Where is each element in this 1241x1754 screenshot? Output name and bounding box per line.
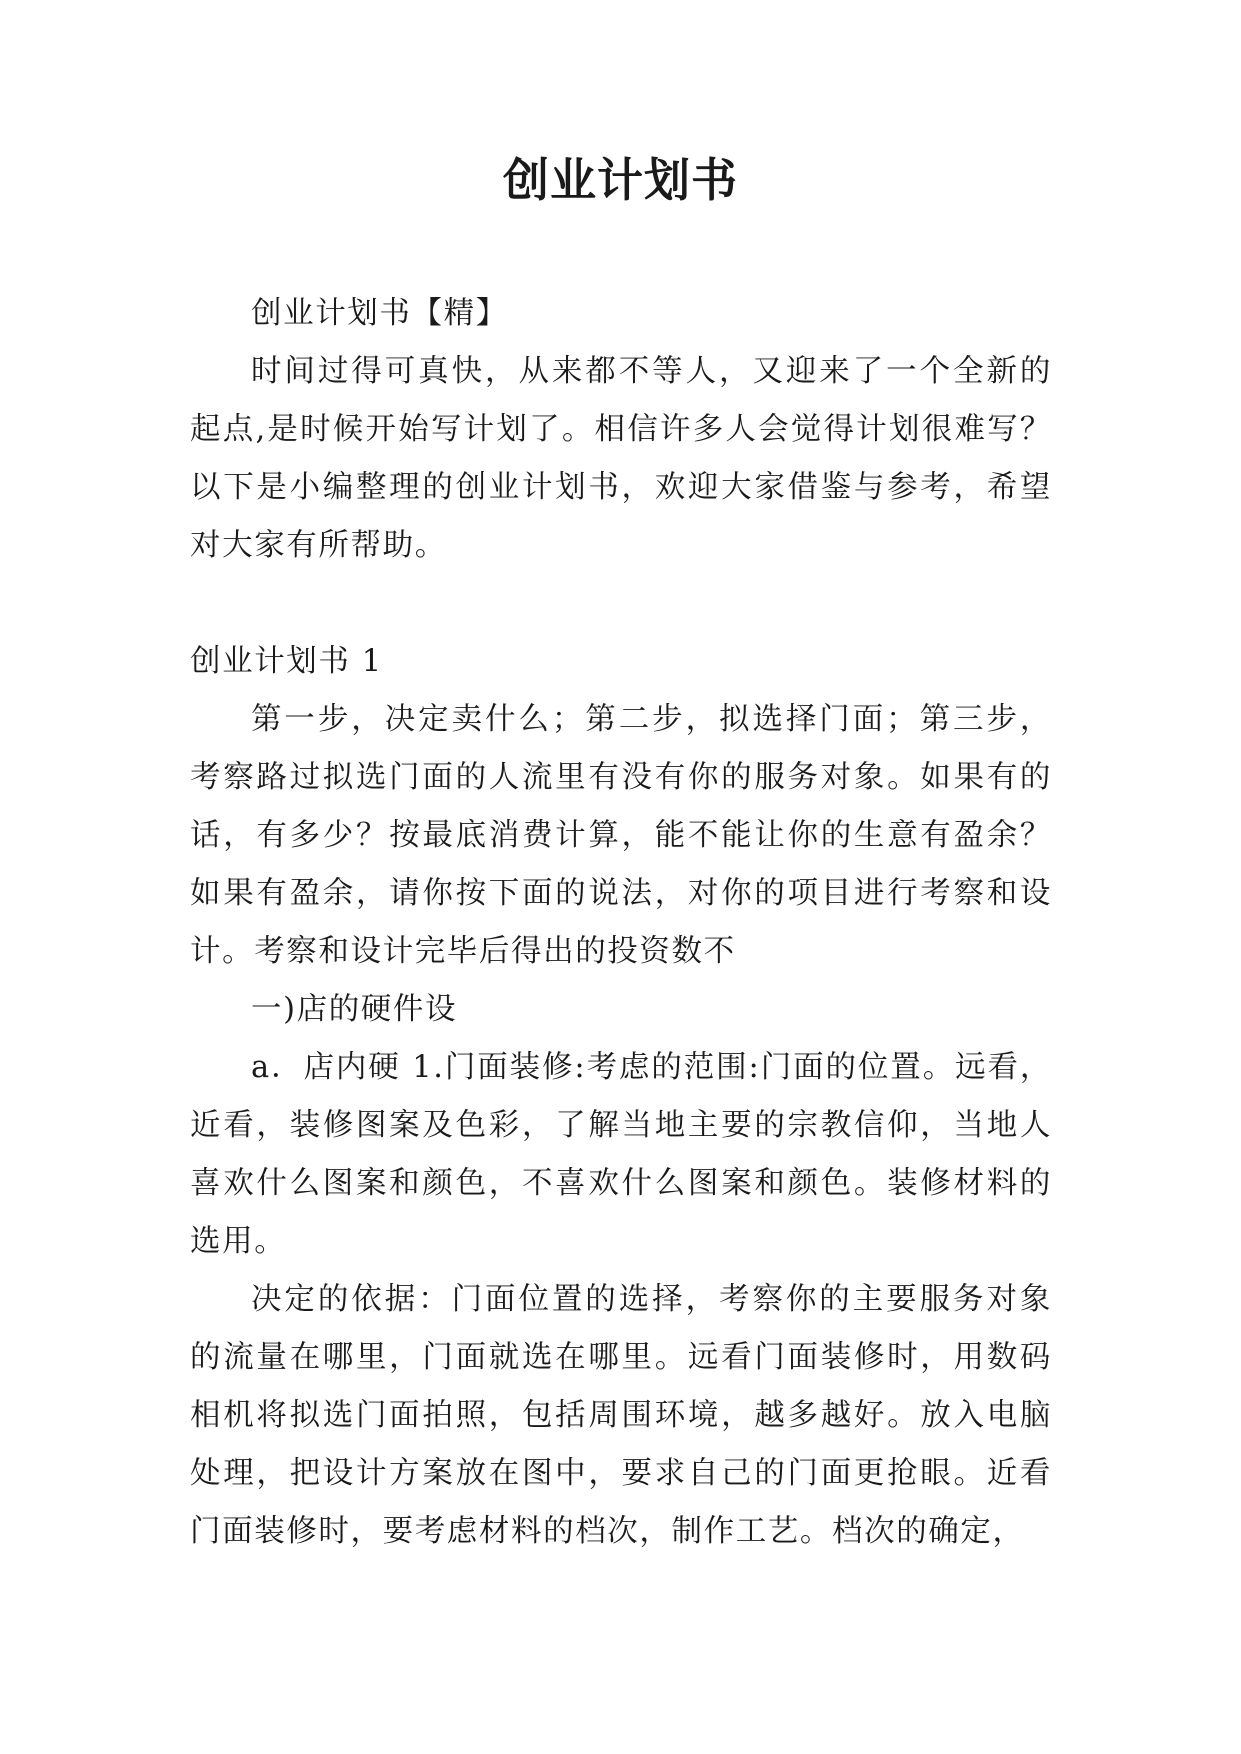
- body-paragraph: a．店内硬 1.门面装修:考虑的范围:门面的位置。远看，近看，装修图案及色彩，了解当地主要的宗教信仰，当地人喜欢什么图案和颜色，不喜欢什么图案和颜色。装修材料的选用。: [190, 1050, 1052, 1259]
- intro-paragraph: 时间过得可真快，从来都不等人，又迎来了一个全新的起点,是时候开始写计划了。相信许多人会觉得计划很难写？以下是小编整理的创业计划书，欢迎大家借鉴与参考，希望对大家有所帮助。: [190, 354, 1052, 563]
- document-body: [190, 285, 1052, 1561]
- section-heading: 创业计划书 1: [190, 644, 383, 679]
- document-subtitle: 创业计划书【精】: [251, 296, 508, 331]
- body-paragraph: 一)店的硬件设: [251, 992, 458, 1027]
- body-paragraph: 决定的依据：门面位置的选择，考察你的主要服务对象的流量在哪里，门面就选在哪里。远看门面装修时，用数码相机将拟选门面拍照，包括周围环境，越多越好。放入电脑处理，把设计方案放在图中，要求自己的门面更抢眼。近看门面装修时，要考虑材料的档次，制作工艺。档次的确定，: [190, 1282, 1052, 1549]
- document-title: 创业计划书: [503, 153, 738, 207]
- paragraph-spacer: [190, 575, 1052, 633]
- body-paragraph: 第一步，决定卖什么；第二步，拟选择门面；第三步，考察路过拟选门面的人流里有没有你的服务对象。如果有的话，有多少？按最底消费计算，能不能让你的生意有盈余？如果有盈余，请你按下面的说法，对你的项目进行考察和设计。考察和设计完毕后得出的投资数不: [190, 702, 1052, 969]
